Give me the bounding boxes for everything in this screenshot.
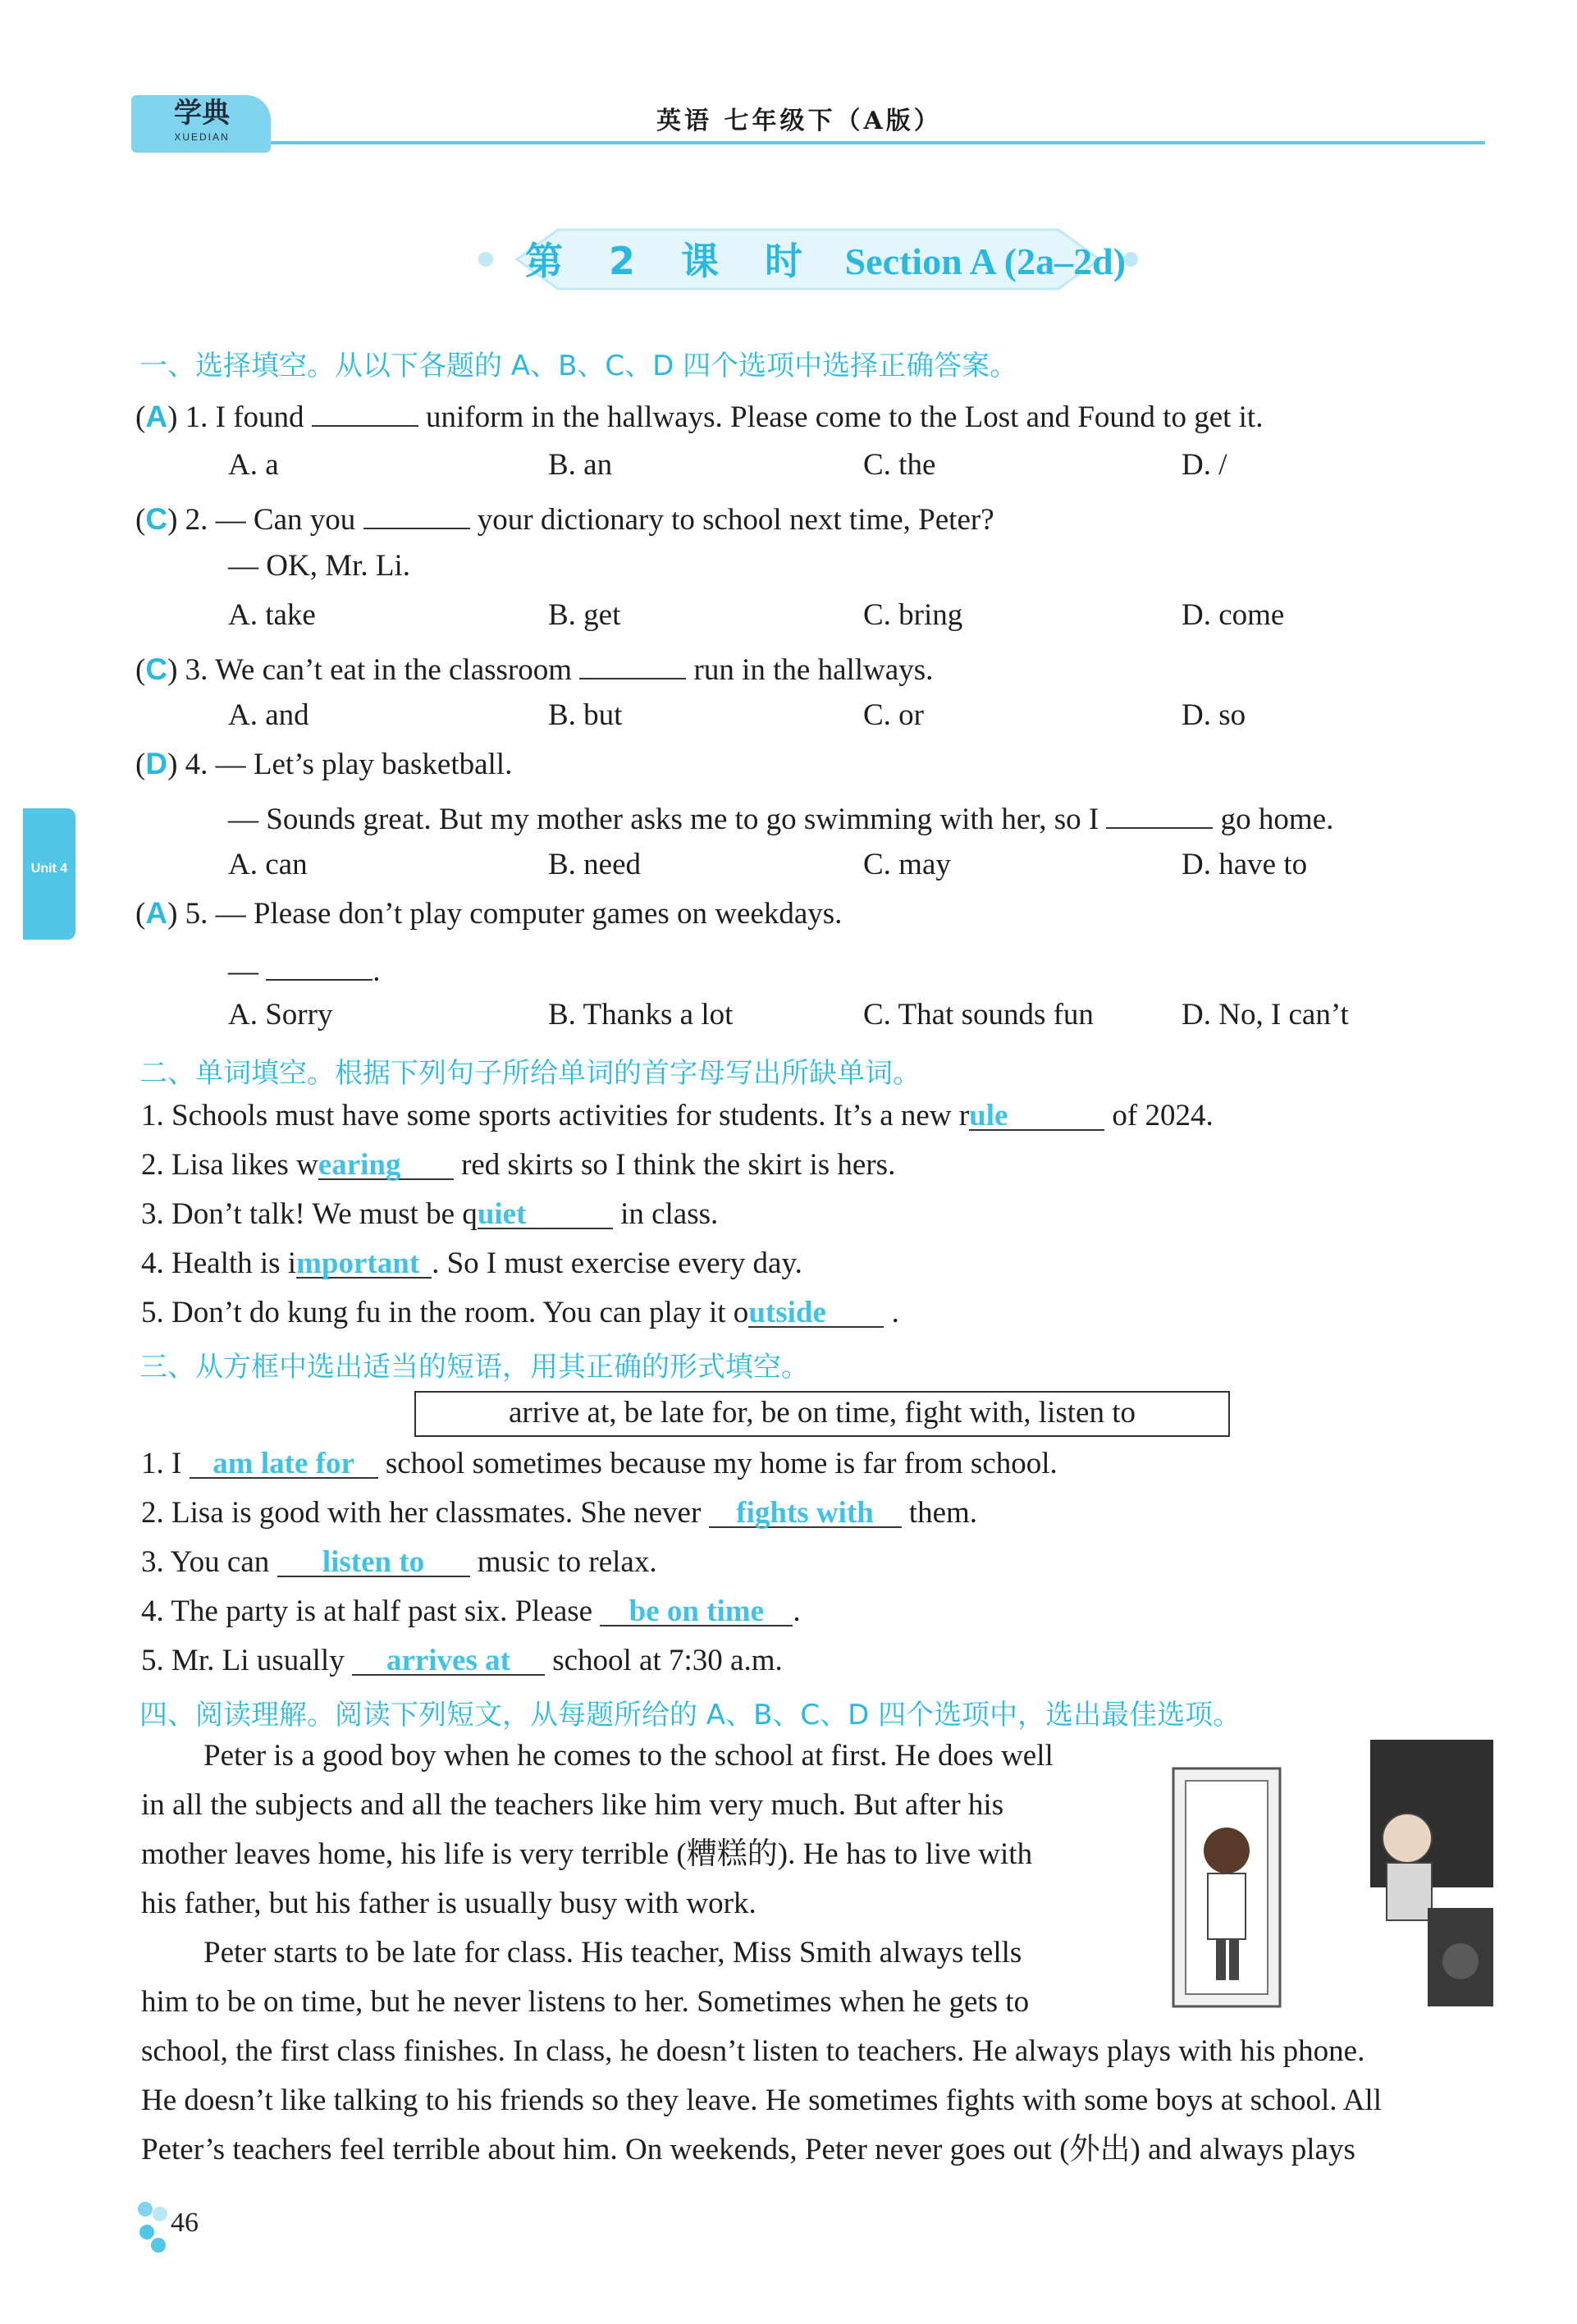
s2-post: . So I must exercise every day. bbox=[432, 1247, 802, 1280]
q2-text-b: your dictionary to school next time, Peter? bbox=[477, 503, 994, 537]
s2-item-5 bbox=[141, 1295, 899, 1330]
s2-fill: mportant bbox=[296, 1246, 432, 1279]
p2-line: He doesn’t like talking to his friends so they leave. He sometimes fights with some boys at school. All bbox=[141, 2084, 1382, 2117]
q1-option-b: B. an bbox=[548, 448, 613, 482]
q5-option-a: A. Sorry bbox=[228, 998, 333, 1032]
answer-4: D bbox=[145, 747, 168, 780]
s3-pre: 5. Mr. Li usually bbox=[141, 1644, 345, 1677]
p1-line: mother leaves home, his life is very terrible (糟糕的). He has to live with bbox=[141, 1837, 1033, 1871]
answer-2: C bbox=[145, 502, 168, 536]
s2-post: red skirts so I think the skirt is hers. bbox=[461, 1148, 896, 1182]
blank bbox=[1106, 796, 1213, 829]
s2-item-2 bbox=[141, 1147, 895, 1183]
question-5: (A) 5. — Please don’t play computer games on weekdays. bbox=[135, 896, 843, 931]
answer-1: A bbox=[145, 400, 168, 433]
s2-pre: 2. Lisa likes w bbox=[141, 1148, 318, 1182]
q2-option-c: C. bring bbox=[863, 598, 963, 632]
s3-fill: arrives at bbox=[352, 1643, 545, 1676]
section2-heading: 二、单词填空。根据下列句子所给单词的首字母写出所缺单词。 bbox=[139, 1057, 921, 1090]
s2-pre: 3. Don’t talk! We must be q bbox=[141, 1197, 478, 1231]
question-3: (C) 3. We can’t eat in the classroom run in the hallways. bbox=[135, 647, 933, 688]
p2-line: him to be on time, but he never listens to her. Sometimes when he gets to bbox=[141, 1985, 1030, 2019]
q2-text-a: 2. — Can you bbox=[185, 503, 356, 537]
q4-option-a: A. can bbox=[228, 848, 308, 881]
s2-item-4 bbox=[141, 1246, 802, 1281]
s2-post: of 2024. bbox=[1112, 1099, 1214, 1132]
q2-option-a: A. take bbox=[228, 598, 316, 632]
q1-option-a: A. a bbox=[228, 448, 279, 482]
q5-option-b: B. Thanks a lot bbox=[548, 998, 734, 1032]
s2-pre: 5. Don’t do kung fu in the room. You can play it o bbox=[141, 1296, 749, 1329]
s3-post: them. bbox=[908, 1496, 978, 1530]
passage-paragraph-2 bbox=[141, 2027, 1503, 2175]
q5-dash: — bbox=[228, 954, 258, 988]
s3-pre: 3. You can bbox=[141, 1545, 270, 1579]
s2-item-3 bbox=[141, 1196, 718, 1232]
q5-option-c: C. That sounds fun bbox=[863, 998, 1094, 1032]
p1-line: his father, but his father is usually busy with work. bbox=[141, 1887, 757, 1920]
q5-period: . bbox=[373, 954, 381, 988]
s3-fill: listen to bbox=[277, 1544, 470, 1577]
p1-line: in all the subjects and all the teachers like him very much. But after his bbox=[141, 1788, 1004, 1822]
blank bbox=[579, 647, 686, 679]
p2-line: Peter’s teachers feel terrible about him. On weekends, Peter never goes out (外出) and always plays bbox=[141, 2133, 1355, 2166]
s2-fill: uiet bbox=[478, 1196, 613, 1229]
s2-fill: utside bbox=[748, 1295, 884, 1328]
section3-heading: 三、从方框中选出适当的短语，用其正确的形式填空。 bbox=[139, 1351, 809, 1384]
question-4: (D) 4. — Let’s play basketball. bbox=[135, 747, 513, 781]
q1-text-b: uniform in the hallways. Please come to the Lost and Found to get it. bbox=[426, 400, 1264, 434]
s2-pre: 1. Schools must have some sports activities for students. It’s a new r bbox=[141, 1099, 970, 1132]
s3-pre: 4. The party is at half past six. Please bbox=[141, 1594, 593, 1628]
q4-reply bbox=[228, 796, 1333, 837]
s3-item-5 bbox=[141, 1643, 783, 1678]
phrase-box-text: arrive at, be late for, be on time, fight with, listen to bbox=[509, 1396, 1136, 1430]
q4-option-c: C. may bbox=[863, 848, 951, 881]
q3-option-c: C. or bbox=[863, 698, 924, 732]
q4-text-b: — Sounds great. But my mother asks me to go swimming with her, so I bbox=[228, 803, 1099, 836]
s3-fill: be on time bbox=[600, 1594, 793, 1626]
s3-item-3 bbox=[141, 1544, 657, 1580]
section1-heading: 一、选择填空。从以下各题的 A、B、C、D 四个选项中选择正确答案。 bbox=[139, 350, 1018, 382]
s2-post: in class. bbox=[620, 1197, 719, 1231]
blank bbox=[266, 948, 373, 981]
q3-option-b: B. but bbox=[548, 698, 623, 732]
classroom-illustration bbox=[1165, 1736, 1493, 2015]
q3-option-a: A. and bbox=[228, 698, 309, 732]
s3-post: school sometimes because my home is far from school. bbox=[385, 1447, 1058, 1480]
p1-line: Peter is a good boy when he comes to the school at first. He does well bbox=[203, 1739, 1054, 1773]
q2-reply: — OK, Mr. Li. bbox=[228, 549, 410, 583]
s2-pre: 4. Health is i bbox=[141, 1247, 297, 1280]
q1-text-a: 1. I found bbox=[185, 400, 304, 434]
s2-fill: ule bbox=[969, 1098, 1104, 1131]
s3-fill: fights with bbox=[709, 1495, 902, 1528]
q5-text-a: 5. — Please don’t play computer games on weekdays. bbox=[185, 897, 843, 931]
q5-option-d: D. No, I can’t bbox=[1182, 998, 1349, 1032]
q2-option-b: B. get bbox=[548, 598, 621, 632]
p2-line: Peter starts to be late for class. His teacher, Miss Smith always tells bbox=[203, 1936, 1022, 1969]
logo-cn: 学典 bbox=[174, 97, 230, 130]
answer-5: A bbox=[145, 896, 168, 930]
q4-text-c: go home. bbox=[1220, 803, 1334, 836]
q4-option-b: B. need bbox=[548, 848, 642, 881]
q4-option-d: D. have to bbox=[1182, 848, 1308, 881]
header-rule bbox=[271, 141, 1485, 144]
q1-option-c: C. the bbox=[863, 448, 936, 482]
q2-option-d: D. come bbox=[1182, 598, 1285, 632]
s3-item-2 bbox=[141, 1495, 977, 1530]
s3-post: . bbox=[793, 1594, 801, 1628]
question-2: (C) 2. — Can you your dictionary to school next time, Peter? bbox=[135, 496, 994, 538]
lesson-title bbox=[525, 231, 1127, 289]
s3-item-1 bbox=[141, 1446, 1058, 1481]
blank bbox=[363, 496, 470, 529]
q1-option-d: D. / bbox=[1182, 448, 1227, 482]
logo-en: XUEDIAN bbox=[174, 131, 230, 143]
lesson-title-cn: 第 2 课 时 bbox=[525, 239, 820, 283]
question-1: (A) 1. I found uniform in the hallways. Please come to the Lost and Found to get it. bbox=[135, 394, 1263, 435]
s3-post: music to relax. bbox=[477, 1545, 657, 1579]
s2-fill: earing bbox=[318, 1147, 454, 1180]
q5-reply bbox=[228, 948, 381, 989]
s3-post: school at 7:30 a.m. bbox=[552, 1644, 783, 1677]
logo bbox=[138, 95, 266, 153]
q3-option-d: D. so bbox=[1182, 698, 1246, 732]
lesson-title-en: Section A (2a–2d) bbox=[844, 240, 1127, 282]
passage-paragraph-1 bbox=[141, 1732, 1142, 2027]
header-title: 英语 七年级下（A版） bbox=[656, 107, 942, 135]
q3-text-a: 3. We can’t eat in the classroom bbox=[185, 653, 573, 687]
page-number: 46 bbox=[171, 2207, 199, 2238]
p2-line: school, the first class finishes. In class, he doesn’t listen to teachers. He always plays with his phone. bbox=[141, 2034, 1365, 2068]
s3-pre: 2. Lisa is good with her classmates. She never bbox=[141, 1496, 702, 1530]
q3-text-b: run in the hallways. bbox=[693, 653, 934, 687]
blank bbox=[312, 394, 418, 427]
unit-side-label: Unit 4 bbox=[30, 862, 68, 876]
s3-item-4 bbox=[141, 1594, 801, 1629]
s2-item-1 bbox=[141, 1098, 1214, 1133]
s3-fill: am late for bbox=[190, 1446, 378, 1479]
answer-3: C bbox=[145, 652, 168, 686]
section4-heading: 四、阅读理解。阅读下列短文，从每题所给的 A、B、C、D 四个选项中，选出最佳选项。 bbox=[139, 1699, 1241, 1732]
s3-pre: 1. I bbox=[141, 1447, 182, 1480]
q4-text-a: 4. — Let’s play basketball. bbox=[185, 748, 513, 781]
s2-post: . bbox=[891, 1296, 899, 1329]
